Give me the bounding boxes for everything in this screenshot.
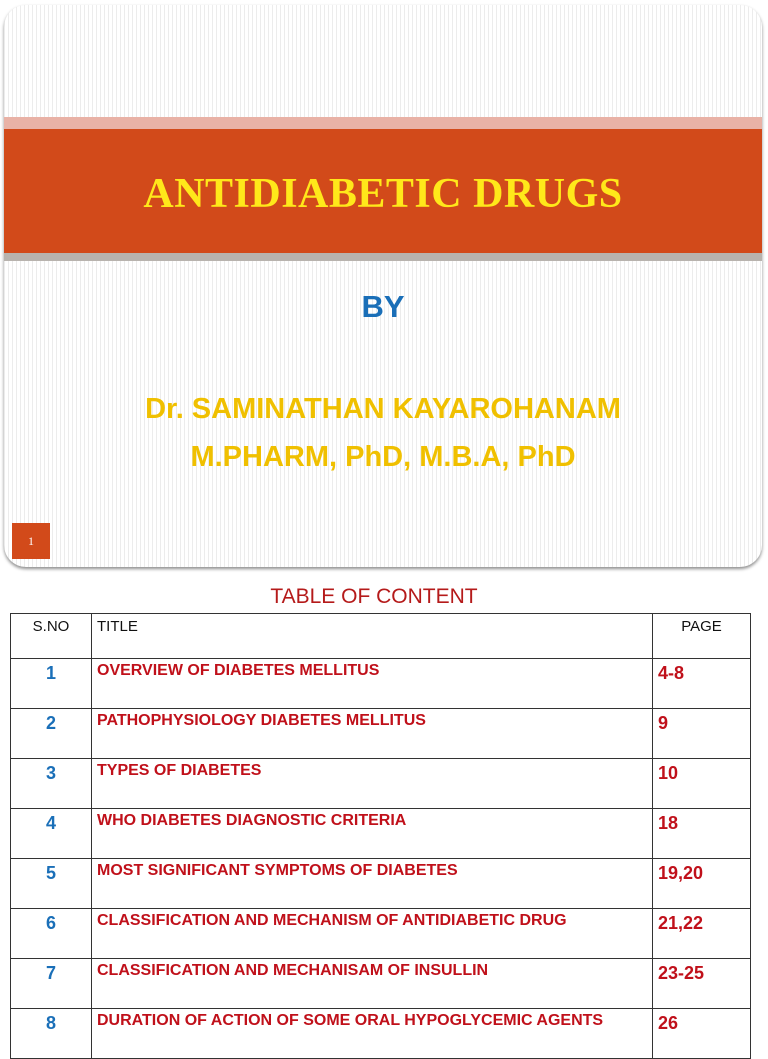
column-header-page: PAGE bbox=[653, 614, 751, 659]
row-page: 4-8 bbox=[653, 659, 751, 709]
row-title: DURATION OF ACTION OF SOME ORAL HYPOGLYCEMIC AGENTS bbox=[92, 1009, 653, 1059]
toc-table bbox=[10, 613, 751, 1059]
row-page: 10 bbox=[653, 759, 751, 809]
slide-title: ANTIDIABETIC DRUGS bbox=[143, 171, 623, 217]
row-sno: 2 bbox=[11, 709, 92, 759]
row-sno: 8 bbox=[11, 1009, 92, 1059]
title-slide bbox=[4, 5, 762, 567]
row-title: CLASSIFICATION AND MECHANISM OF ANTIDIABETIC DRUG bbox=[92, 909, 653, 959]
row-title: OVERVIEW OF DIABETES MELLITUS bbox=[92, 659, 653, 709]
row-title: CLASSIFICATION AND MECHANISAM OF INSULLIN bbox=[92, 959, 653, 1009]
table-row bbox=[11, 859, 751, 909]
row-title: MOST SIGNIFICANT SYMPTOMS OF DIABETES bbox=[92, 859, 653, 909]
row-sno: 7 bbox=[11, 959, 92, 1009]
table-row bbox=[11, 659, 751, 709]
row-sno: 6 bbox=[11, 909, 92, 959]
table-row bbox=[11, 759, 751, 809]
row-page: 21,22 bbox=[653, 909, 751, 959]
column-header-sno: S.NO bbox=[11, 614, 92, 659]
row-page: 26 bbox=[653, 1009, 751, 1059]
table-row bbox=[11, 809, 751, 859]
row-sno: 3 bbox=[11, 759, 92, 809]
table-row bbox=[11, 1009, 751, 1059]
row-title: PATHOPHYSIOLOGY DIABETES MELLITUS bbox=[92, 709, 653, 759]
row-title: WHO DIABETES DIAGNOSTIC CRITERIA bbox=[92, 809, 653, 859]
row-sno: 1 bbox=[11, 659, 92, 709]
toc-header-row bbox=[11, 614, 751, 659]
column-header-title: TITLE bbox=[92, 614, 653, 659]
row-page: 23-25 bbox=[653, 959, 751, 1009]
by-label: BY bbox=[361, 289, 405, 324]
row-sno: 5 bbox=[11, 859, 92, 909]
row-title: TYPES OF DIABETES bbox=[92, 759, 653, 809]
row-page: 9 bbox=[653, 709, 751, 759]
row-page: 18 bbox=[653, 809, 751, 859]
author-name: Dr. SAMINATHAN KAYAROHANAM bbox=[145, 393, 621, 425]
title-band-bottom-stripe bbox=[4, 253, 762, 261]
row-sno: 4 bbox=[11, 809, 92, 859]
title-band-top-stripe bbox=[4, 117, 762, 129]
table-row bbox=[11, 709, 751, 759]
row-page: 19,20 bbox=[653, 859, 751, 909]
toc-heading: TABLE OF CONTENT bbox=[270, 585, 478, 608]
table-row bbox=[11, 909, 751, 959]
author-degrees: M.PHARM, PhD, M.B.A, PhD bbox=[190, 441, 576, 473]
table-row bbox=[11, 959, 751, 1009]
slide-page-number: 1 bbox=[12, 523, 50, 559]
